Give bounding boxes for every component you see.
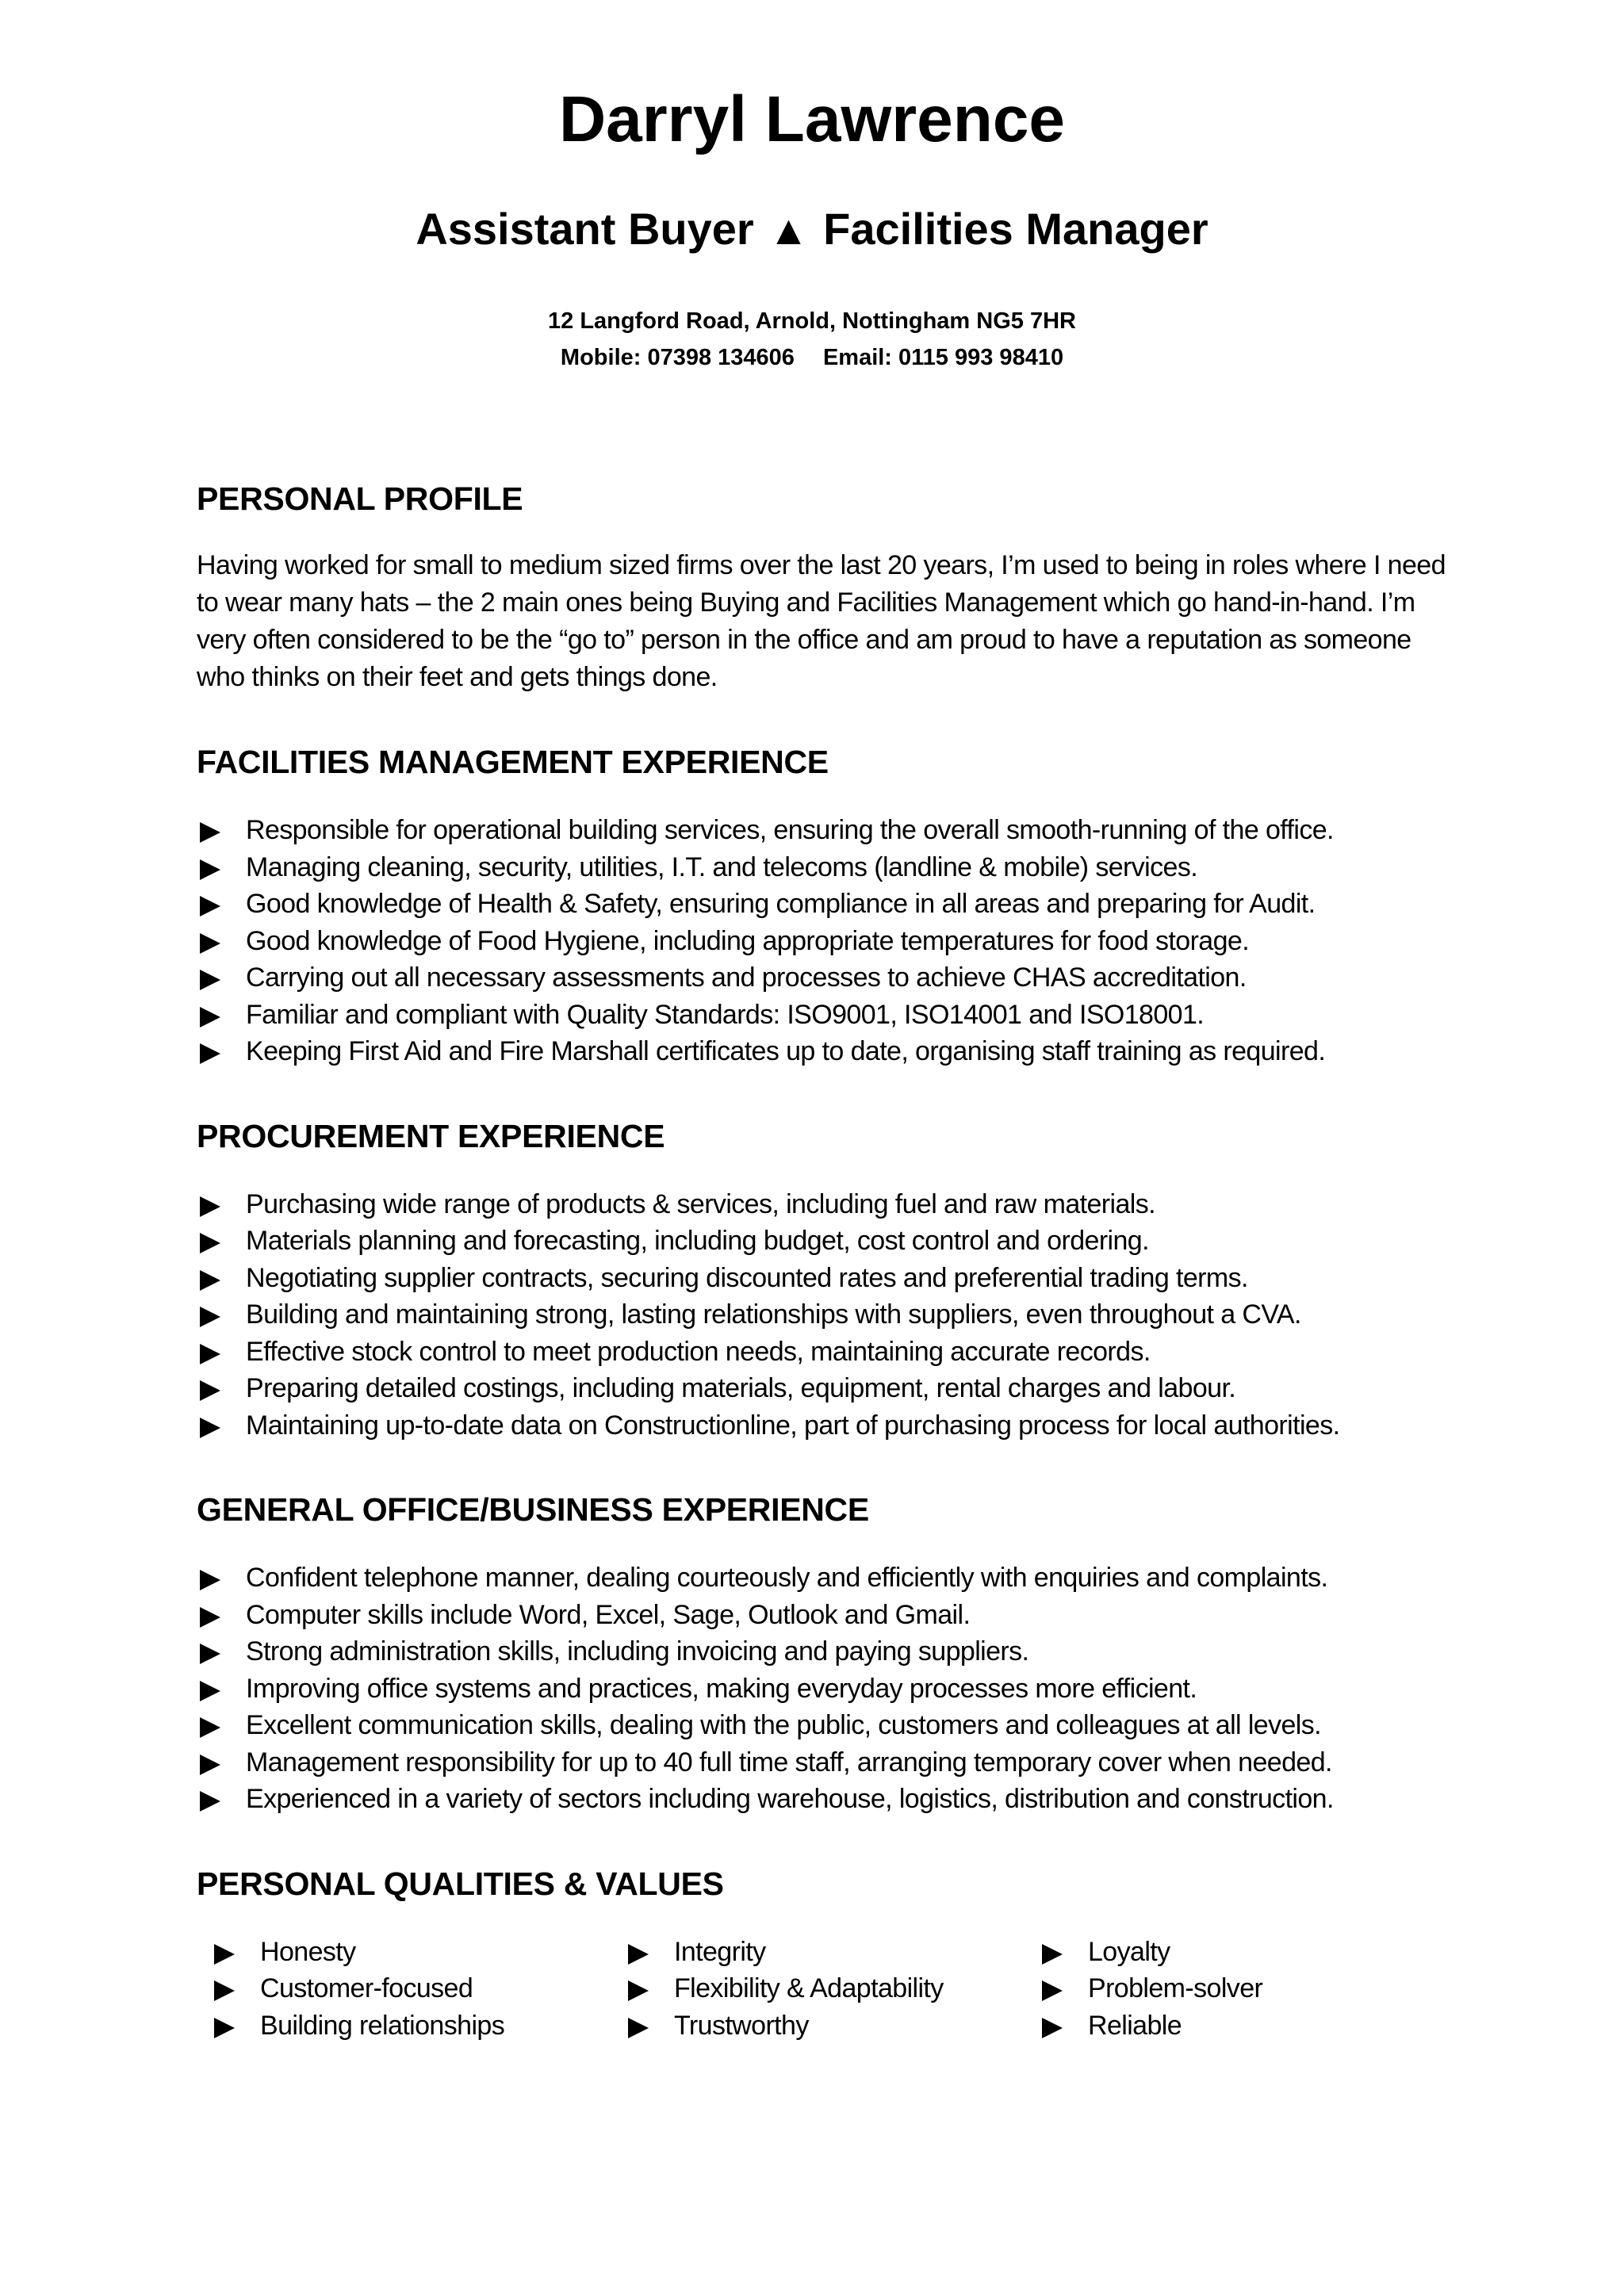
- bullet-arrow-icon: [214, 1980, 235, 2001]
- list-item: Familiar and compliant with Quality Standards: ISO9001, ISO14001 and ISO18001.: [197, 997, 1457, 1034]
- procurement-experience-section: [197, 1110, 1457, 1445]
- bullet-arrow-icon: [200, 1380, 220, 1401]
- procurement-list: [197, 1186, 1457, 1445]
- bullet-arrow-icon: [628, 2018, 649, 2038]
- list-item: Managing cleaning, security, utilities, I.T. and telecoms (landline & mobile) services.: [197, 849, 1457, 886]
- cv-content: [197, 473, 1457, 2044]
- list-item: Loyalty: [1039, 1934, 1453, 1971]
- list-item: Experienced in a variety of sectors including warehouse, logistics, distribution and construction.: [197, 1781, 1457, 1818]
- list-item: Materials planning and forecasting, including budget, cost control and ordering.: [197, 1223, 1457, 1260]
- bullet-arrow-icon: [200, 822, 220, 843]
- list-item: Computer skills include Word, Excel, Sage, Outlook and Gmail.: [197, 1597, 1457, 1634]
- list-item: Carrying out all necessary assessments and processes to achieve CHAS accreditation.: [197, 959, 1457, 997]
- list-item: Good knowledge of Health & Safety, ensuring compliance in all areas and preparing for Audit.: [197, 886, 1457, 923]
- list-item: Effective stock control to meet production needs, maintaining accurate records.: [197, 1334, 1457, 1371]
- personal-profile-section: [197, 473, 1457, 696]
- list-item: Customer-focused: [211, 1970, 625, 2007]
- bullet-arrow-icon: [200, 1344, 220, 1364]
- bullet-arrow-icon: [200, 896, 220, 916]
- section-heading: PERSONAL QUALITIES & VALUES: [197, 1865, 724, 1902]
- bullet-arrow-icon: [200, 933, 220, 954]
- list-item: Preparing detailed costings, including materials, equipment, rental charges and labour.: [197, 1370, 1457, 1407]
- bullet-arrow-icon: [200, 1570, 220, 1590]
- personal-qualities-section: [197, 1858, 1457, 2045]
- bullet-arrow-icon: [1042, 2018, 1063, 2038]
- bullet-arrow-icon: [200, 1681, 220, 1701]
- facilities-experience-section: [197, 736, 1457, 1070]
- bullet-arrow-icon: [628, 1980, 649, 2001]
- phone-email-line: [0, 339, 1624, 376]
- bullet-arrow-icon: [200, 1233, 220, 1253]
- list-item: Building and maintaining strong, lasting relationships with suppliers, even throughout a CVA.: [197, 1296, 1457, 1334]
- bullet-arrow-icon: [628, 1944, 649, 1965]
- bullet-arrow-icon: [200, 859, 220, 880]
- list-item: Building relationships: [211, 2007, 625, 2045]
- list-item: Management responsibility for up to 40 full time staff, arranging temporary cover when needed.: [197, 1744, 1457, 1781]
- mobile-number: Mobile: 07398 134606: [560, 345, 795, 370]
- general-list: [197, 1559, 1457, 1818]
- list-item: Integrity: [625, 1934, 1039, 1971]
- bullet-arrow-icon: [214, 1944, 235, 1965]
- qualities-grid: [197, 1934, 1457, 2045]
- bullet-arrow-icon: [200, 970, 220, 990]
- list-item: Keeping First Aid and Fire Marshall certificates up to date, organising staff training as required.: [197, 1033, 1457, 1070]
- list-item: Flexibility & Adaptability: [625, 1970, 1039, 2007]
- list-item: Confident telephone manner, dealing courteously and efficiently with enquiries and complaints.: [197, 1559, 1457, 1597]
- bullet-arrow-icon: [200, 1791, 220, 1812]
- job-title-primary: Assistant Buyer: [416, 204, 754, 254]
- contact-details: [0, 303, 1624, 376]
- list-item: Trustworthy: [625, 2007, 1039, 2045]
- email: Email: 0115 993 98410: [822, 345, 1064, 370]
- job-title-secondary: Facilities Manager: [823, 204, 1208, 254]
- list-item: Good knowledge of Food Hygiene, including appropriate temperatures for food storage.: [197, 923, 1457, 960]
- job-titles: [0, 205, 1624, 254]
- list-item: Excellent communication skills, dealing with the public, customers and colleagues at all levels.: [197, 1707, 1457, 1744]
- list-item: Responsible for operational building services, ensuring the overall smooth-running of the office.: [197, 812, 1457, 849]
- qualities-column: [211, 1934, 625, 2045]
- list-item: Purchasing wide range of products & services, including fuel and raw materials.: [197, 1186, 1457, 1223]
- bullet-arrow-icon: [1042, 1980, 1063, 2001]
- bullet-arrow-icon: [1042, 1944, 1063, 1965]
- list-item: Maintaining up-to-date data on Constructionline, part of purchasing process for local authorities.: [197, 1407, 1457, 1445]
- general-experience-section: [197, 1483, 1457, 1818]
- facilities-list: [197, 812, 1457, 1070]
- list-item: Reliable: [1039, 2007, 1453, 2045]
- bullet-arrow-icon: [200, 1607, 220, 1628]
- qualities-column: [1039, 1934, 1453, 2045]
- profile-text: Having worked for small to medium sized firms over the last 20 years, I’m used to being in roles where I need to wear many hats – the 2 main ones being Buying and Facilities Management which go hand-in-hand. I’m very often considered to be the “go to” person in the office and am proud to have a reputation as someone who thinks on their feet and gets things done.: [197, 550, 1446, 692]
- section-heading: PERSONAL PROFILE: [197, 480, 523, 517]
- bullet-arrow-icon: [200, 1418, 220, 1438]
- bullet-arrow-icon: [200, 1007, 220, 1027]
- bullet-arrow-icon: [200, 1270, 220, 1291]
- list-item: Improving office systems and practices, making everyday processes more efficient.: [197, 1670, 1457, 1708]
- list-item: Negotiating supplier contracts, securing discounted rates and preferential trading terms.: [197, 1260, 1457, 1297]
- bullet-arrow-icon: [200, 1644, 220, 1664]
- address: 12 Langford Road, Arnold, Nottingham NG5 7HR: [548, 308, 1076, 334]
- list-item: Strong administration skills, including invoicing and paying suppliers.: [197, 1633, 1457, 1670]
- bullet-arrow-icon: [214, 2018, 235, 2038]
- list-item: Problem-solver: [1039, 1970, 1453, 2007]
- bullet-arrow-icon: [200, 1755, 220, 1775]
- bullet-arrow-icon: [200, 1196, 220, 1217]
- bullet-arrow-icon: [200, 1307, 220, 1327]
- list-item: Honesty: [211, 1934, 625, 1971]
- bullet-arrow-icon: [200, 1717, 220, 1738]
- candidate-name: Darryl Lawrence: [558, 83, 1066, 155]
- qualities-column: [625, 1934, 1039, 2045]
- section-heading: FACILITIES MANAGEMENT EXPERIENCE: [197, 744, 829, 780]
- section-heading: PROCUREMENT EXPERIENCE: [197, 1117, 665, 1154]
- triangle-separator-icon: ▲: [768, 208, 810, 254]
- bullet-arrow-icon: [200, 1043, 220, 1064]
- section-heading: GENERAL OFFICE/BUSINESS EXPERIENCE: [197, 1491, 869, 1528]
